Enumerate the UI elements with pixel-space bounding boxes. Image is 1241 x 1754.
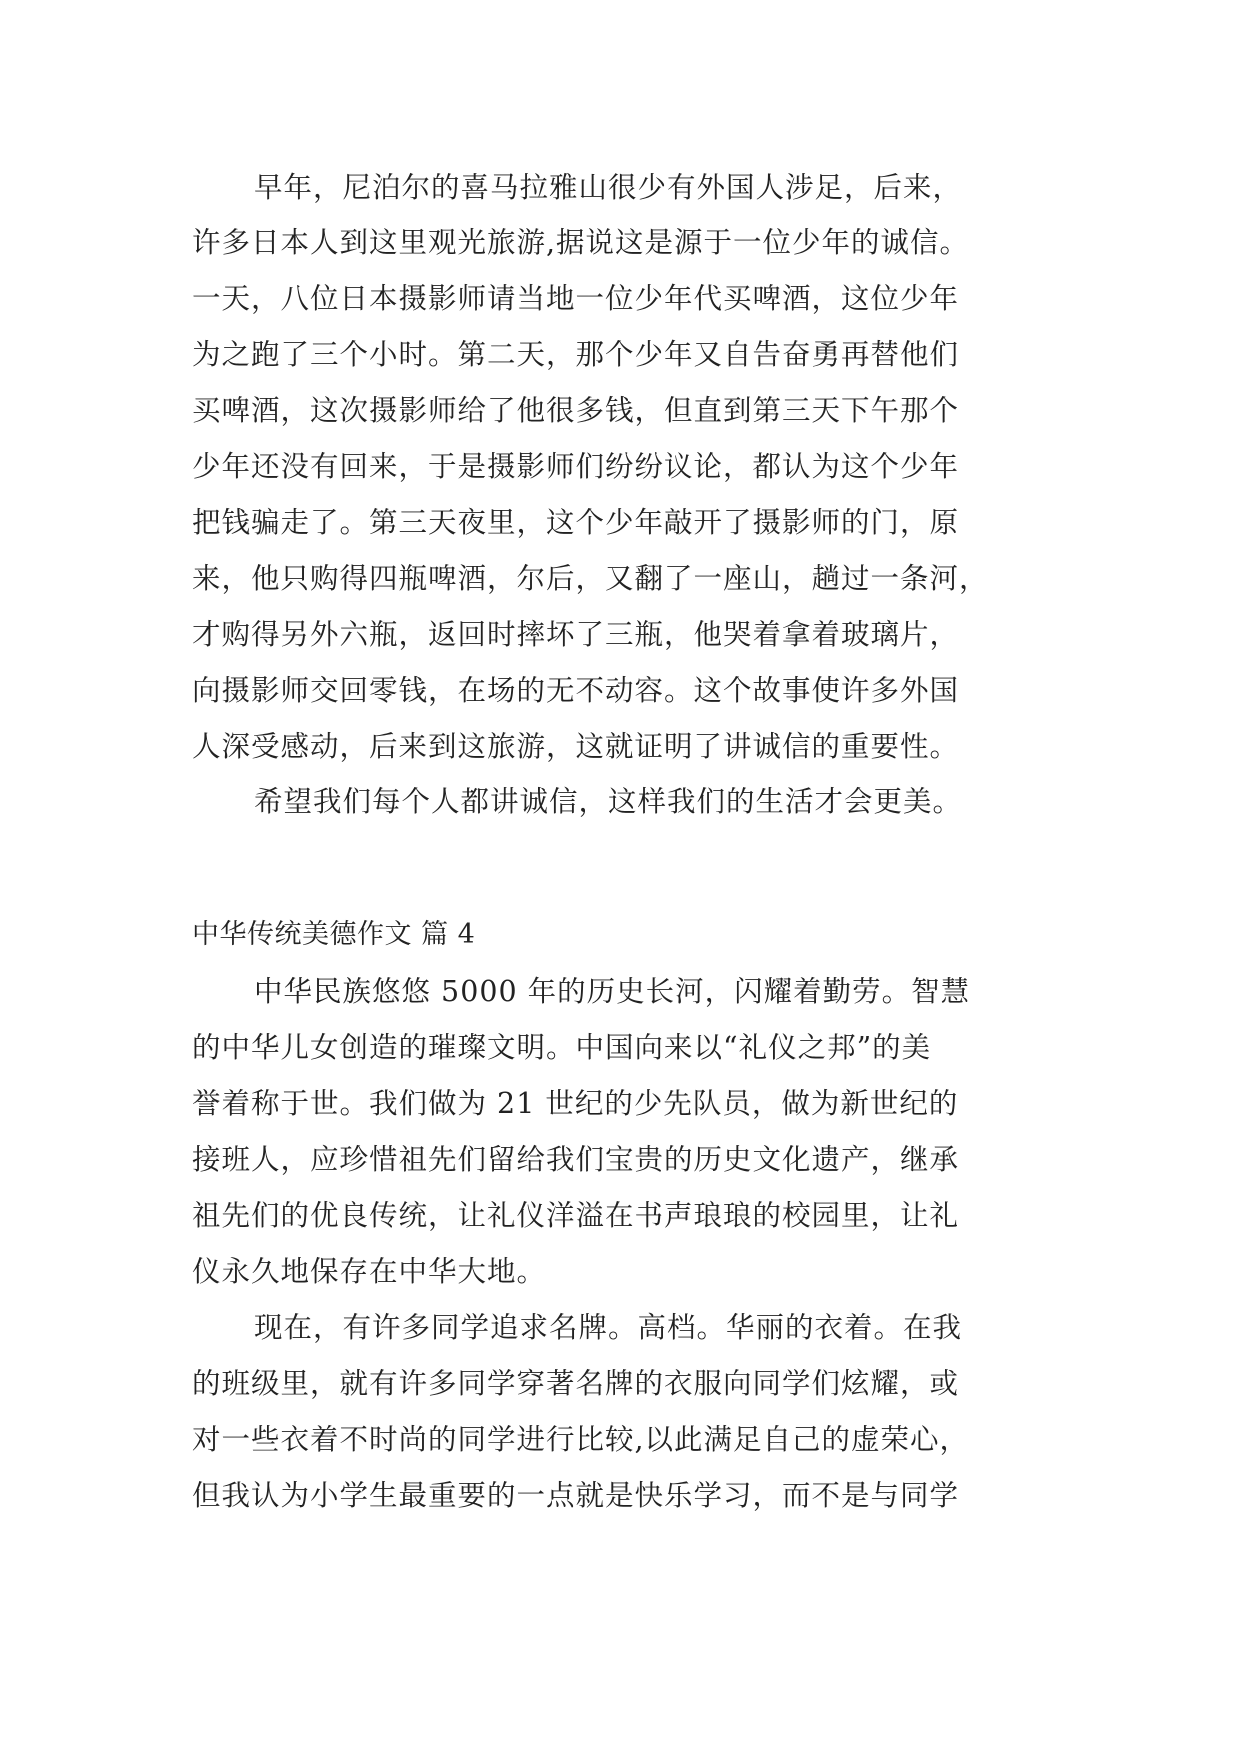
text-line: 祖先们的优良传统，让礼仪洋溢在书声琅琅的校园里，让礼 bbox=[192, 1199, 960, 1232]
text-line: 现在，有许多同学追求名牌。高档。华丽的衣着。在我 bbox=[254, 1311, 963, 1344]
text-line: 的中华儿女创造的璀璨文明。中国向来以“礼仪之邦”的美 bbox=[192, 1031, 932, 1064]
text-line: 向摄影师交回零钱，在场的无不动容。这个故事使许多外国 bbox=[192, 674, 960, 707]
text-line: 早年，尼泊尔的喜马拉雅山很少有外国人涉足，后来， bbox=[254, 171, 963, 204]
text-line: 对一些衣着不时尚的同学进行比较,以此满足自己的虚荣心， bbox=[192, 1423, 970, 1456]
text-line: 一天，八位日本摄影师请当地一位少年代买啤酒，这位少年 bbox=[192, 282, 960, 315]
text-line: 接班人，应珍惜祖先们留给我们宝贵的历史文化遗产，继承 bbox=[192, 1143, 960, 1176]
text-line: 为之跑了三个小时。第二天，那个少年又自告奋勇再替他们 bbox=[192, 338, 960, 371]
text-line: 许多日本人到这里观光旅游,据说这是源于一位少年的诚信。 bbox=[192, 226, 970, 259]
text-line: 人深受感动，后来到这旅游，这就证明了讲诚信的重要性。 bbox=[192, 730, 960, 763]
text-line: 来，他只购得四瓶啤酒，尔后，又翻了一座山，趟过一条河， bbox=[192, 562, 989, 595]
text-line: 的班级里，就有许多同学穿著名牌的衣服向同学们炫耀，或 bbox=[192, 1367, 960, 1400]
text-line: 把钱骗走了。第三天夜里，这个少年敲开了摄影师的门，原 bbox=[192, 506, 960, 539]
text-line: 买啤酒，这次摄影师给了他很多钱，但直到第三天下午那个 bbox=[192, 394, 960, 427]
text-line: 誉着称于世。我们做为 21 世纪的少先队员，做为新世纪的 bbox=[192, 1087, 959, 1120]
text-line: 希望我们每个人都讲诚信，这样我们的生活才会更美。 bbox=[254, 785, 963, 818]
text-line: 少年还没有回来，于是摄影师们纷纷议论，都认为这个少年 bbox=[192, 450, 960, 483]
text-line: 仪永久地保存在中华大地。 bbox=[192, 1255, 547, 1288]
text-line: 才购得另外六瓶，返回时摔坏了三瓶，他哭着拿着玻璃片， bbox=[192, 618, 960, 651]
text-line: 但我认为小学生最重要的一点就是快乐学习，而不是与同学 bbox=[192, 1479, 960, 1512]
text-line: 中华民族悠悠 5000 年的历史长河，闪耀着勤劳。智慧 bbox=[254, 975, 971, 1008]
section-heading: 中华传统美德作文 篇 4 bbox=[192, 919, 476, 950]
